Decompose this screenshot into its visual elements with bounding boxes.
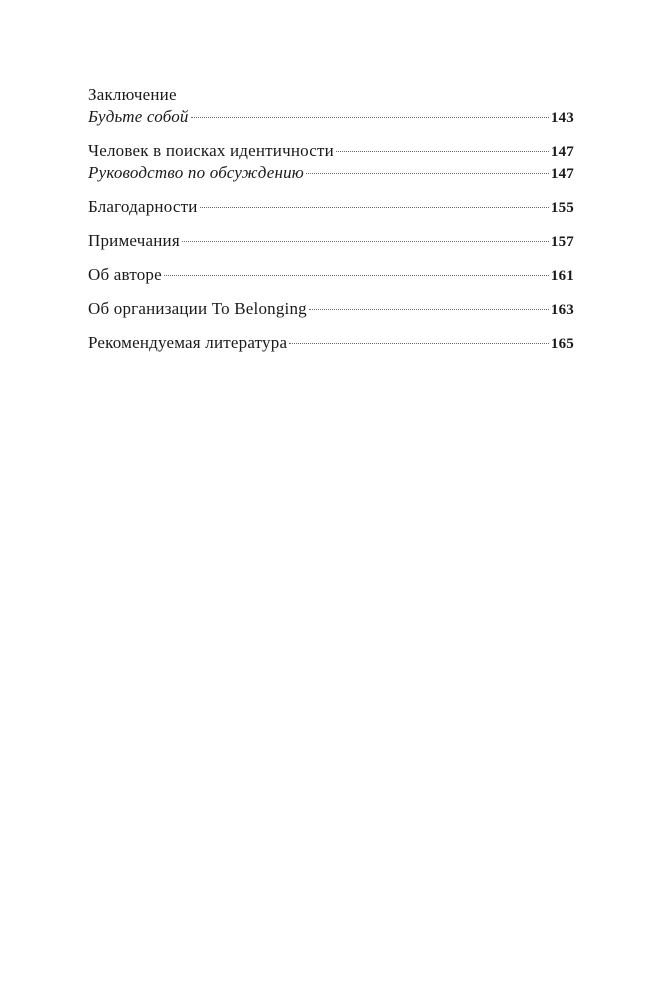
toc-entry-page: 163: [550, 302, 574, 318]
dot-leader: [200, 207, 549, 208]
toc-entry-notes[interactable]: [88, 230, 574, 252]
toc-entry-page: 155: [550, 200, 574, 216]
dot-leader: [191, 117, 549, 118]
toc-entry-title: Благодарности: [88, 197, 198, 216]
toc-entry-discussion-guide[interactable]: [88, 162, 574, 184]
toc-entry-recommended-reading[interactable]: [88, 332, 574, 354]
toc-entry-page: 147: [550, 166, 574, 182]
dot-leader: [306, 173, 549, 174]
toc-entry-page: 161: [550, 268, 574, 284]
dot-leader: [309, 309, 549, 310]
toc-entry-identity[interactable]: [88, 140, 574, 162]
dot-leader: [164, 275, 549, 276]
toc-entry-page: 147: [550, 144, 574, 160]
toc-entry-page: 165: [550, 336, 574, 352]
toc-entry-title: Рекомендуемая литература: [88, 333, 288, 352]
dot-leader: [336, 151, 549, 152]
toc-entry-title: Примечания: [88, 231, 180, 250]
toc-entry-acknowledgements[interactable]: [88, 196, 574, 218]
dot-leader: [289, 343, 549, 344]
toc-entry-title: Об организации To Belonging: [88, 299, 307, 318]
toc-entry-about-author[interactable]: [88, 264, 574, 286]
section-heading: Заключение: [88, 85, 177, 104]
toc-entry-be-yourself[interactable]: [88, 106, 574, 128]
toc-entry-title: Руководство по обсуждению: [88, 163, 304, 182]
toc-entry-title: Будьте собой: [88, 107, 189, 126]
toc-entry-about-organization[interactable]: [88, 298, 574, 320]
dot-leader: [182, 241, 549, 242]
toc-entry-title: Человек в поисках идентичности: [88, 141, 334, 160]
toc-entry-title: Об авторе: [88, 265, 162, 284]
toc-entry-page: 157: [550, 234, 574, 250]
toc-entry-page: 143: [550, 110, 574, 126]
table-of-contents: [88, 84, 574, 354]
